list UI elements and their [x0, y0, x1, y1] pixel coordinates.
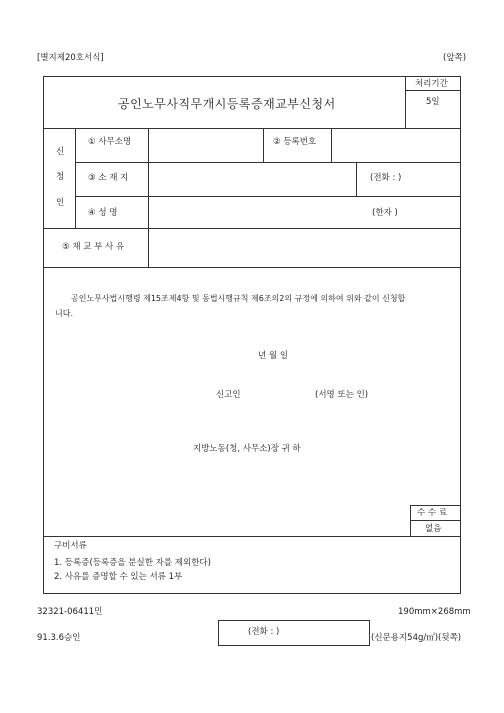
fee-value: 없음 — [425, 524, 442, 534]
office-name-field[interactable] — [152, 131, 260, 161]
hanja-label: (한자 ) — [372, 208, 398, 218]
row-rule-2 — [75, 196, 460, 197]
document-item-2: 2. 사유를 증명할 수 있는 서류 1부 — [54, 572, 183, 582]
name-label: ④ 성 명 — [88, 208, 118, 218]
form-code: 32321-06411민 — [37, 607, 103, 617]
documents-title: 구비서류 — [54, 541, 87, 551]
form-title: 공인노무사직무개시등록증재교부신청서 — [118, 97, 336, 111]
processing-period-label: 처리기간 — [415, 79, 448, 89]
address-label: ③ 소 재 지 — [88, 173, 129, 183]
section-rule-top — [43, 128, 460, 129]
paper-spec: (신문용지54g/㎡)(뒷쪽) — [371, 633, 462, 643]
addressee: 지방노동(청, 사무소)장 귀 하 — [193, 444, 301, 454]
office-name-label: ① 사무소명 — [88, 137, 132, 147]
form-number: [별지제20호서식] — [37, 53, 104, 63]
applicant-label-1: 신 — [56, 147, 65, 157]
label-column-divider — [148, 128, 149, 267]
row-rule-1 — [75, 162, 460, 163]
applicant-sign-label: 신고인 — [216, 390, 241, 400]
reg-label-right-rule — [331, 128, 332, 162]
address-field[interactable] — [152, 165, 352, 193]
approval-date: 91.3.6승인 — [37, 633, 81, 643]
processing-period-value: 5일 — [426, 97, 440, 107]
paper-size: 190mm×268mm — [398, 607, 471, 617]
statement-line-2: 니다. — [55, 309, 73, 318]
date-line: 년 월 일 — [258, 351, 289, 361]
reg-number-label: ② 등록번호 — [273, 137, 317, 147]
reason-field[interactable] — [152, 231, 455, 264]
applicant-label-2: 청 — [56, 172, 65, 182]
applicant-label-3: 인 — [56, 198, 65, 208]
name-field[interactable] — [152, 199, 352, 226]
phone-divider — [356, 162, 357, 196]
processing-rule — [405, 90, 460, 91]
row-rule-3 — [43, 228, 460, 229]
page-side-label: (앞쪽) — [443, 53, 467, 63]
document-item-1: 1. 등록증(등록증을 분실한 자를 제외한다) — [54, 558, 211, 568]
statement-line-1: 공인노무사법시행령 제15조제4항 및 동법시행규칙 제6조의2의 규정에 의하여 위와 같이 신청합 — [71, 294, 406, 303]
fee-label: 수 수 료 — [417, 508, 448, 518]
row-rule-4 — [43, 267, 460, 268]
phone-box — [218, 620, 370, 646]
reg-number-field[interactable] — [335, 131, 455, 161]
reg-label-left-rule — [263, 128, 264, 162]
fee-box-rule — [410, 520, 460, 521]
address-phone-label: (전화 : ) — [370, 173, 402, 183]
sign-note: (서명 또는 인) — [315, 390, 369, 400]
applicant-group-divider — [75, 128, 76, 228]
reason-label: ⑤ 재 교 부 사 유 — [62, 242, 125, 252]
processing-divider — [405, 76, 406, 128]
documents-rule — [43, 536, 460, 537]
phone-box-label: (전화 : ) — [248, 627, 280, 637]
